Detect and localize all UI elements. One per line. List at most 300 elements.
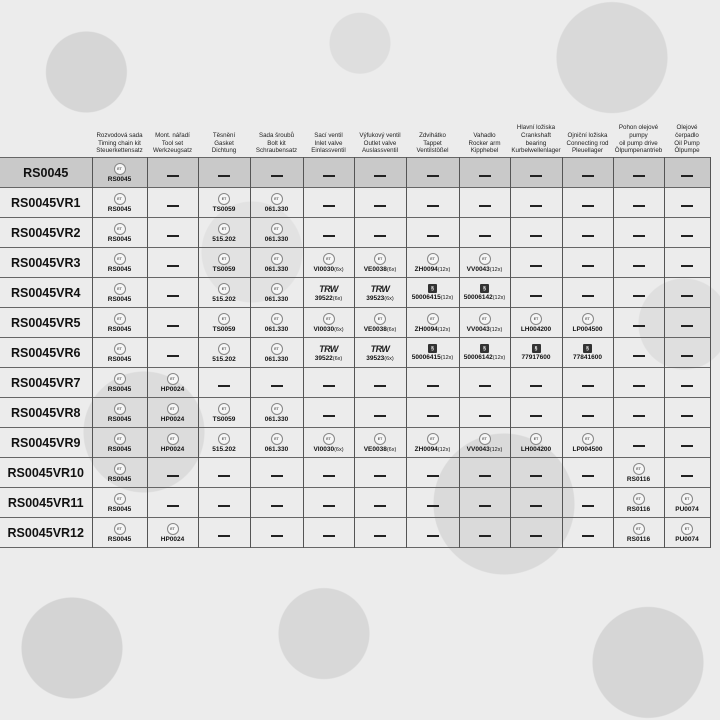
- part-cell: [406, 278, 459, 308]
- table-row: [0, 158, 710, 188]
- dash-icon: [427, 415, 439, 417]
- part-cell: [198, 218, 250, 248]
- et-logo-icon: ET: [218, 283, 230, 295]
- et-logo-icon: ET: [582, 313, 594, 325]
- part-quantity: (12x): [437, 326, 451, 333]
- dash-icon: [582, 295, 594, 297]
- et-logo-icon: ET: [167, 373, 179, 385]
- empty-cell: [354, 398, 406, 428]
- empty-cell: [664, 338, 710, 368]
- empty-cell: [303, 218, 354, 248]
- empty-cell: [198, 488, 250, 518]
- empty-cell: [198, 518, 250, 548]
- part-cell: [92, 398, 147, 428]
- part-cell: [406, 248, 459, 278]
- table-row: [0, 398, 710, 428]
- part-code: VI0030(6x): [313, 325, 344, 333]
- empty-cell: [613, 428, 664, 458]
- empty-cell: [406, 158, 459, 188]
- part-code: ZH0094(12x): [414, 325, 451, 333]
- dash-icon: [582, 175, 594, 177]
- part-cell: [510, 308, 562, 338]
- part-cell: [92, 338, 147, 368]
- empty-cell: [147, 218, 198, 248]
- et-logo-icon: ET: [218, 253, 230, 265]
- part-code: LH004200: [520, 325, 552, 333]
- et-logo-icon: ET: [218, 433, 230, 445]
- empty-cell: [510, 458, 562, 488]
- part-code: LP004500: [572, 325, 603, 333]
- dash-icon: [374, 415, 386, 417]
- kit-name: RS0045VR11: [0, 488, 92, 518]
- part-code: HP0024: [160, 535, 185, 543]
- dash-icon: [323, 205, 335, 207]
- dash-icon: [323, 235, 335, 237]
- part-cell: [459, 428, 510, 458]
- et-logo-icon: ET: [374, 253, 386, 265]
- empty-cell: [406, 458, 459, 488]
- part-code: RS0045: [107, 325, 132, 333]
- part-code: 061.330: [264, 445, 289, 453]
- dash-icon: [479, 505, 491, 507]
- part-code: RS0116: [626, 535, 651, 543]
- empty-cell: [613, 248, 664, 278]
- dash-icon: [633, 295, 645, 297]
- part-cell: [613, 488, 664, 518]
- dash-icon: [633, 415, 645, 417]
- et-logo-icon: ET: [374, 433, 386, 445]
- dash-icon: [681, 385, 693, 387]
- empty-cell: [613, 308, 664, 338]
- et-logo-icon: ET: [114, 373, 126, 385]
- part-code: PU0074: [675, 505, 699, 513]
- empty-cell: [250, 488, 303, 518]
- part-cell: [562, 428, 613, 458]
- part-code: RS0045: [107, 505, 132, 513]
- part-cell: [92, 368, 147, 398]
- empty-cell: [198, 368, 250, 398]
- part-code: 061.330: [264, 235, 289, 243]
- dash-icon: [218, 175, 230, 177]
- empty-cell: [562, 248, 613, 278]
- brand-square-logo-icon: §: [428, 344, 437, 353]
- part-cell: [250, 188, 303, 218]
- empty-cell: [147, 278, 198, 308]
- empty-cell: [354, 488, 406, 518]
- part-cell: [303, 248, 354, 278]
- part-cell: [92, 308, 147, 338]
- empty-cell: [303, 458, 354, 488]
- dash-icon: [681, 295, 693, 297]
- empty-cell: [250, 458, 303, 488]
- dash-icon: [218, 475, 230, 477]
- brand-square-logo-icon: §: [480, 284, 489, 293]
- part-quantity: (12x): [437, 446, 451, 453]
- dash-icon: [427, 535, 439, 537]
- empty-cell: [510, 218, 562, 248]
- et-logo-icon: ET: [114, 523, 126, 535]
- part-cell: [354, 248, 406, 278]
- part-code: VE0038(6x): [363, 325, 397, 333]
- brand-square-logo-icon: §: [480, 344, 489, 353]
- dash-icon: [323, 535, 335, 537]
- part-code: VI0030(6x): [313, 445, 344, 453]
- part-cell: [406, 308, 459, 338]
- part-cell: [147, 398, 198, 428]
- part-code: VI0030(6x): [313, 265, 344, 273]
- part-code: RS0045: [107, 235, 132, 243]
- dash-icon: [479, 535, 491, 537]
- part-code: LP004500: [572, 445, 603, 453]
- part-quantity: (6x): [334, 326, 344, 333]
- column-header: Pohon olejové pumpy oil pump drive Ölpumpenantrieb: [614, 124, 663, 155]
- part-code: 39523(6x): [366, 294, 394, 302]
- part-cell: [303, 278, 354, 308]
- part-cell: [250, 308, 303, 338]
- part-code: RS0045: [107, 265, 132, 273]
- empty-cell: [406, 188, 459, 218]
- part-code: 061.330: [264, 265, 289, 273]
- empty-cell: [510, 518, 562, 548]
- empty-cell: [198, 158, 250, 188]
- part-quantity: (12x): [440, 295, 454, 301]
- empty-cell: [562, 488, 613, 518]
- et-logo-icon: ET: [633, 493, 645, 505]
- part-cell: [562, 308, 613, 338]
- table-row: [0, 518, 710, 548]
- part-code: ZH0094(12x): [414, 265, 451, 273]
- et-logo-icon: ET: [114, 193, 126, 205]
- part-quantity: (12x): [440, 355, 454, 361]
- part-code: RS0045: [107, 385, 132, 393]
- et-logo-icon: ET: [271, 433, 283, 445]
- et-logo-icon: ET: [427, 253, 439, 265]
- dash-icon: [530, 265, 542, 267]
- empty-cell: [613, 188, 664, 218]
- part-quantity: (12x): [437, 266, 451, 273]
- column-header: Ojniční ložiska Connecting rod Pleuellager: [566, 131, 609, 155]
- column-header: Mont. nářadí Tool set Werkzeugsatz: [152, 131, 193, 155]
- part-cell: [147, 428, 198, 458]
- empty-cell: [562, 398, 613, 428]
- part-quantity: (6x): [334, 266, 344, 273]
- empty-cell: [250, 158, 303, 188]
- part-code: RS0045: [107, 205, 132, 213]
- kit-name: RS0045: [0, 158, 92, 188]
- et-logo-icon: ET: [530, 433, 542, 445]
- part-code: RS0045: [107, 445, 132, 453]
- dash-icon: [633, 205, 645, 207]
- part-cell: [354, 308, 406, 338]
- part-code: HP0024: [160, 415, 185, 423]
- table-row: [0, 458, 710, 488]
- part-code: 061.330: [264, 295, 289, 303]
- empty-cell: [562, 278, 613, 308]
- part-cell: [250, 218, 303, 248]
- dash-icon: [323, 415, 335, 417]
- part-code: VV0043(12x): [466, 445, 503, 453]
- empty-cell: [354, 218, 406, 248]
- dash-icon: [633, 385, 645, 387]
- part-code: RS0116: [626, 475, 651, 483]
- part-cell: [510, 338, 562, 368]
- part-code: 39522(6x): [314, 294, 343, 302]
- part-code: VE0038(6x): [363, 265, 397, 273]
- part-code: 50006142(12x): [463, 354, 506, 361]
- empty-cell: [664, 428, 710, 458]
- part-cell: [459, 308, 510, 338]
- part-code: ZH0094(12x): [414, 445, 451, 453]
- empty-cell: [613, 218, 664, 248]
- et-logo-icon: ET: [114, 403, 126, 415]
- dash-icon: [479, 385, 491, 387]
- empty-cell: [406, 398, 459, 428]
- kit-name: RS0045VR8: [0, 398, 92, 428]
- empty-cell: [664, 308, 710, 338]
- empty-cell: [459, 158, 510, 188]
- et-logo-icon: ET: [218, 193, 230, 205]
- empty-cell: [406, 368, 459, 398]
- et-logo-icon: ET: [114, 163, 126, 175]
- dash-icon: [323, 475, 335, 477]
- trw-logo-icon: TRW: [370, 283, 390, 294]
- empty-cell: [459, 218, 510, 248]
- dash-icon: [167, 295, 179, 297]
- dash-icon: [374, 505, 386, 507]
- dash-icon: [167, 325, 179, 327]
- part-quantity: (12x): [489, 326, 503, 333]
- part-code: 061.330: [264, 205, 289, 213]
- part-code: HP0024: [160, 385, 185, 393]
- et-logo-icon: ET: [114, 493, 126, 505]
- et-logo-icon: ET: [582, 433, 594, 445]
- header-corner: [0, 120, 92, 158]
- empty-cell: [510, 398, 562, 428]
- part-code: 061.330: [264, 325, 289, 333]
- part-code: RS0045: [107, 355, 132, 363]
- kit-name: RS0045VR4: [0, 278, 92, 308]
- part-cell: [250, 248, 303, 278]
- empty-cell: [250, 368, 303, 398]
- dash-icon: [582, 385, 594, 387]
- table-row: [0, 488, 710, 518]
- part-cell: [354, 338, 406, 368]
- empty-cell: [510, 368, 562, 398]
- empty-cell: [562, 158, 613, 188]
- dash-icon: [530, 415, 542, 417]
- dash-icon: [167, 235, 179, 237]
- et-logo-icon: ET: [114, 313, 126, 325]
- part-code: LH004200: [520, 445, 552, 453]
- empty-cell: [147, 458, 198, 488]
- dash-icon: [479, 475, 491, 477]
- brand-square-logo-icon: §: [532, 344, 541, 353]
- et-logo-icon: ET: [427, 313, 439, 325]
- dash-icon: [530, 235, 542, 237]
- dash-icon: [374, 175, 386, 177]
- dash-icon: [633, 265, 645, 267]
- dash-icon: [530, 535, 542, 537]
- part-cell: [250, 398, 303, 428]
- column-header: Rozvodová sada Timing chain kit Steuerkettensatz: [96, 131, 143, 155]
- brand-square-logo-icon: §: [583, 344, 592, 353]
- part-code: 061.330: [264, 355, 289, 363]
- empty-cell: [510, 188, 562, 218]
- part-cell: [459, 248, 510, 278]
- empty-cell: [303, 158, 354, 188]
- kit-name: RS0045VR1: [0, 188, 92, 218]
- empty-cell: [459, 368, 510, 398]
- empty-cell: [664, 398, 710, 428]
- kit-name: RS0045VR12: [0, 518, 92, 548]
- dash-icon: [323, 385, 335, 387]
- part-cell: [198, 308, 250, 338]
- trw-logo-icon: TRW: [319, 283, 338, 294]
- dash-icon: [582, 535, 594, 537]
- empty-cell: [562, 368, 613, 398]
- empty-cell: [664, 458, 710, 488]
- part-code: 77841600: [573, 354, 602, 361]
- dash-icon: [167, 505, 179, 507]
- empty-cell: [562, 458, 613, 488]
- empty-cell: [664, 278, 710, 308]
- header-row: [0, 120, 710, 158]
- dash-icon: [633, 175, 645, 177]
- empty-cell: [459, 518, 510, 548]
- empty-cell: [406, 218, 459, 248]
- part-cell: [92, 248, 147, 278]
- column-header: Hlavní ložiska Crankshaft bearing Kurbelwellenlager: [511, 124, 561, 155]
- et-logo-icon: ET: [167, 523, 179, 535]
- dash-icon: [530, 505, 542, 507]
- part-quantity: (6x): [384, 295, 394, 302]
- empty-cell: [303, 518, 354, 548]
- part-code: TS0059: [212, 325, 236, 333]
- empty-cell: [510, 248, 562, 278]
- empty-cell: [147, 338, 198, 368]
- part-cell: [198, 248, 250, 278]
- empty-cell: [613, 278, 664, 308]
- empty-cell: [303, 488, 354, 518]
- et-logo-icon: ET: [681, 493, 693, 505]
- dash-icon: [681, 355, 693, 357]
- trw-logo-icon: TRW: [370, 343, 390, 354]
- dash-icon: [681, 445, 693, 447]
- dash-icon: [681, 205, 693, 207]
- part-quantity: (6x): [332, 355, 343, 362]
- empty-cell: [562, 518, 613, 548]
- table-row: [0, 308, 710, 338]
- empty-cell: [613, 398, 664, 428]
- part-quantity: (6x): [334, 446, 344, 453]
- part-code: VE0038(6x): [363, 445, 397, 453]
- part-cell: [354, 278, 406, 308]
- part-code: RS0045: [107, 415, 132, 423]
- dash-icon: [582, 265, 594, 267]
- empty-cell: [664, 218, 710, 248]
- kit-name: RS0045VR3: [0, 248, 92, 278]
- part-code: 77917600: [521, 354, 551, 361]
- column-header: Olejové čerpadlo Oil Pump Ölpumpe: [674, 124, 700, 155]
- table-row: [0, 278, 710, 308]
- part-code: 061.330: [264, 415, 289, 423]
- table-row: [0, 428, 710, 458]
- et-logo-icon: ET: [530, 313, 542, 325]
- dash-icon: [530, 205, 542, 207]
- et-logo-icon: ET: [479, 313, 491, 325]
- dash-icon: [681, 475, 693, 477]
- dash-icon: [374, 235, 386, 237]
- dash-icon: [271, 535, 283, 537]
- part-code: 50006415(12x): [411, 294, 454, 301]
- dash-icon: [218, 385, 230, 387]
- dash-icon: [633, 235, 645, 237]
- dash-icon: [374, 205, 386, 207]
- empty-cell: [250, 518, 303, 548]
- table-body: [0, 158, 710, 548]
- part-cell: [459, 338, 510, 368]
- part-cell: [250, 428, 303, 458]
- dash-icon: [374, 535, 386, 537]
- part-code: HP0024: [160, 445, 185, 453]
- dash-icon: [530, 175, 542, 177]
- empty-cell: [147, 188, 198, 218]
- empty-cell: [459, 398, 510, 428]
- part-cell: [92, 218, 147, 248]
- dash-icon: [582, 205, 594, 207]
- kit-name: RS0045VR5: [0, 308, 92, 338]
- et-logo-icon: ET: [114, 433, 126, 445]
- dash-icon: [427, 475, 439, 477]
- dash-icon: [218, 535, 230, 537]
- dash-icon: [427, 385, 439, 387]
- et-logo-icon: ET: [271, 313, 283, 325]
- kit-name: RS0045VR10: [0, 458, 92, 488]
- dash-icon: [167, 265, 179, 267]
- dash-icon: [681, 415, 693, 417]
- dash-icon: [582, 475, 594, 477]
- dash-icon: [323, 175, 335, 177]
- table-row: [0, 188, 710, 218]
- dash-icon: [633, 445, 645, 447]
- empty-cell: [147, 248, 198, 278]
- part-cell: [92, 428, 147, 458]
- part-quantity: (6x): [386, 266, 397, 273]
- dash-icon: [167, 475, 179, 477]
- dash-icon: [427, 175, 439, 177]
- table-row: [0, 218, 710, 248]
- part-cell: [459, 278, 510, 308]
- part-code: PU0074: [675, 535, 699, 543]
- et-logo-icon: ET: [218, 313, 230, 325]
- part-code: RS0045: [107, 475, 132, 483]
- part-code: 515.202: [212, 295, 236, 303]
- part-code: TS0059: [212, 415, 236, 423]
- part-cell: [92, 278, 147, 308]
- part-code: RS0116: [626, 505, 651, 513]
- dash-icon: [271, 505, 283, 507]
- part-cell: [613, 518, 664, 548]
- part-quantity: (6x): [386, 446, 397, 453]
- dash-icon: [479, 175, 491, 177]
- empty-cell: [459, 488, 510, 518]
- part-cell: [664, 518, 710, 548]
- empty-cell: [562, 218, 613, 248]
- part-cell: [198, 428, 250, 458]
- part-quantity: (6x): [332, 295, 343, 302]
- parts-table: [0, 120, 711, 548]
- part-code: VV0043(12x): [466, 325, 503, 333]
